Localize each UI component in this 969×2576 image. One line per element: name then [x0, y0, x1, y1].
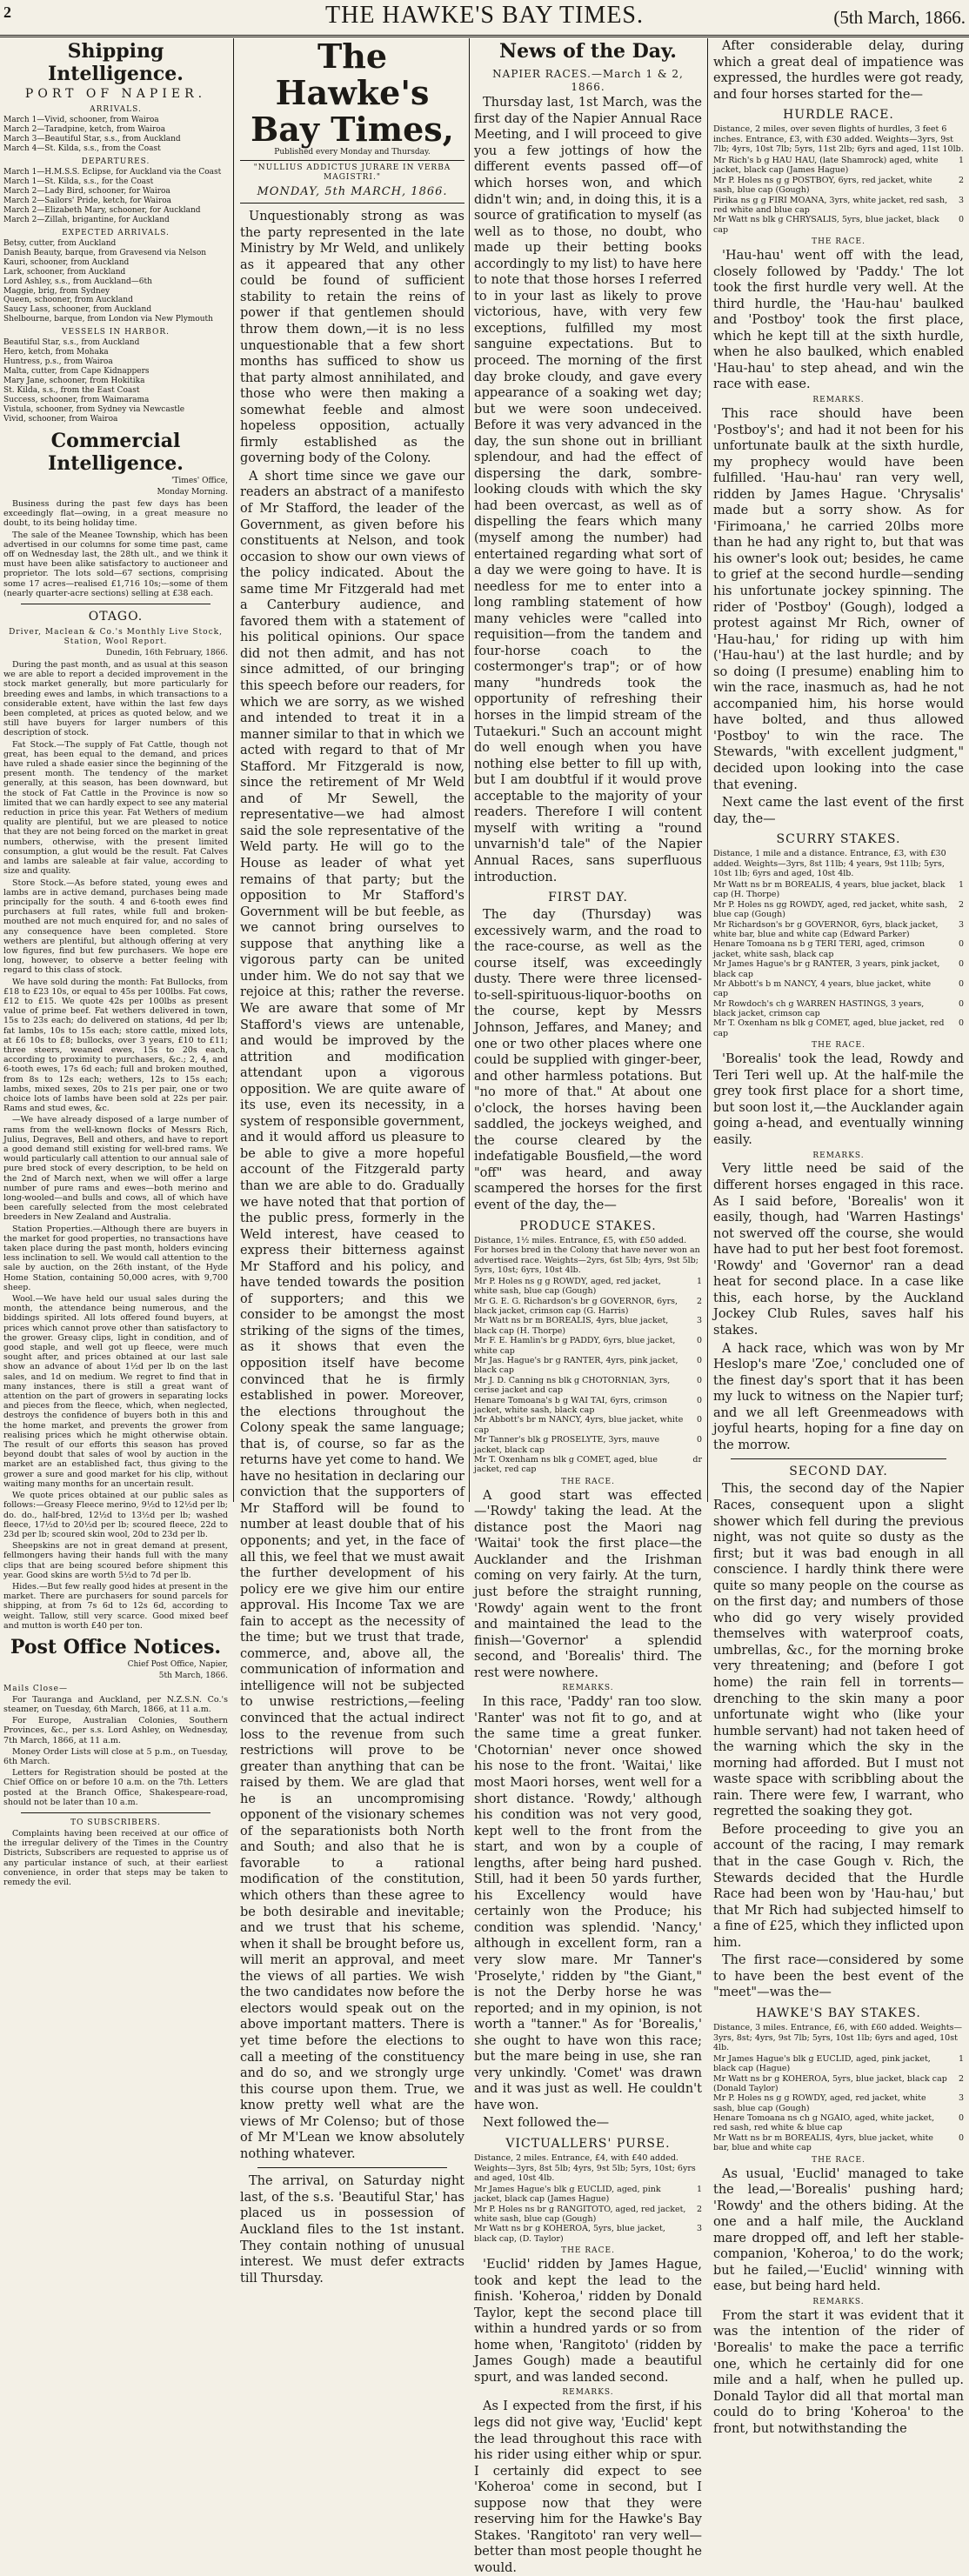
race-entries — [474, 2185, 702, 2244]
entry-horse: Henare Tomoana ns ch g NGAIO, aged, white jacket, red sash, red white & blue cap — [713, 2113, 935, 2133]
entry-row — [474, 2205, 702, 2225]
entry-placing: 3 — [958, 919, 964, 930]
newspaper-header-title: THE HAWKE'S BAY TIMES. — [325, 2, 644, 29]
entry-row — [474, 2224, 702, 2244]
entry-placing: 0 — [958, 978, 964, 989]
list-item: March 2—Elizabeth Mary, schooner, for Auckland — [3, 205, 201, 215]
entry-horse: Mr Abbott's b m NANCY, 4 years, blue jacket, white cap — [713, 978, 932, 999]
list-item: March 1—St. Kilda, s.s., for the Coast — [3, 177, 154, 186]
entry-horse: Mr Watt ns br g KOHEROA, 5yrs, blue jacket, black cap (Donald Taylor) — [713, 2073, 947, 2093]
the-race-label: THE RACE. — [561, 2246, 615, 2256]
entry-row — [713, 920, 964, 940]
entry-horse: Mr Watt ns blk g CHRYSALIS, 5yrs, blue jacket, black cap — [713, 215, 939, 235]
entry-row — [474, 1376, 702, 1396]
race-entries — [713, 156, 964, 235]
page-number: 2 — [3, 3, 11, 21]
entry-horse: Mr T. Oxenham ns blk g COMET, aged, blue jacket, red cap — [474, 1454, 658, 1475]
otago-paragraph: Sheepskins are not in great demand at present, fellmongers having their hands full with the many clips that are being scoured before shipment this year. Good skins are worth 5½d to 7d per lb. — [3, 1541, 228, 1580]
entry-row — [713, 2093, 964, 2113]
list-item: Huntress, p.s., from Wairoa — [3, 357, 113, 367]
post-office-heading: Post Office Notices. — [10, 1635, 222, 1658]
entry-row — [474, 1336, 702, 1356]
departures-list — [3, 168, 228, 225]
entry-placing: 0 — [958, 215, 964, 225]
first-day-heading: FIRST DAY. — [548, 891, 628, 905]
entry-placing: 1 — [958, 2053, 964, 2064]
otago-subheading: Driver, Maclean & Co.'s Monthly Live Stock, Station, Wool Report. — [9, 628, 223, 647]
column-rule — [233, 38, 234, 1502]
article-paragraph: Thursday last, 1st March, was the first day of the Napier Annual Race Meeting, and I will proceed to give you a few jottings of how the different events passed off—of which horses won, and which didn't win; and, in doing this, it is a source of gratification to myself (as well as to those, no doubt, who made up their betting books accordingly to my list) to have here to note that those horses I referred to in your last as likely to prove victorious, have, with very few exceptions, fulfilled my most sanguine expectations. But to proceed. The morning of the first day broke cloudy, and gave every appearance of a soaking wet day; but we were soon undeceived. Before it was very advanced in the day, the sun shone out in brilliant splendour, and had the effect of dispersing the dark, sombre-looking clouds with which the sky had been overcast, as well as of dispelling the fears which many (myself among the number) had entertained regarding what sort of a day we were going to have. It is needless for me to enter into a long rambling statement of how many vehicles were "called into requisition—from the tandem and four-horse coach to the costermonger's trap"; or of how many "hundreds took the opportunity of refreshing their horses in the limpid stream of the Tutaekuri." Such an account might do well enough when you have nothing else better to fill up with, but I am doubtful if it would prove acceptable to the majority of your readers. Therefore I will content myself with writing a "round unvarnish'd tale" of the Napier Annual Races, sans superfluous introduction. — [474, 96, 702, 884]
otago-paragraph: Store Stock.—As before stated, young ewes and lambs are in active demand, purchases being made principally for the south. 4 and 6-tooth ewes find purchasers at full rates, while full and broken-mouthed are not much enquired for, and no sales of any consequence have been completed. Store wethers are plentiful, but although offering at very low figures, find but few purchasers. We hope ere long, however, to observe a better feeling with regard to this class of stock. — [3, 878, 228, 976]
entry-horse: Mr G. E. G. Richardson's br g GOVERNOR, 6yrs, black jacket, crimson cap (G. Harris) — [474, 1296, 678, 1317]
entry-horse: Mr James Hague's blk g EUCLID, aged, pink jacket, black cap (Hague) — [713, 2053, 931, 2074]
arrivals-list — [3, 116, 228, 154]
entry-horse: Mr Watt ns br m BOREALIS, 4 years, blue jacket, black cap (H. Thorpe) — [713, 880, 946, 900]
entry-horse: Mr James Hague's blk g EUCLID, aged, pink jacket, black cap (James Hague) — [474, 2184, 661, 2205]
article-paragraph: This, the second day of the Napier Races, consequent upon a slight shower which fell during the previous night, was not quite so dusty as the first; but it was bad enough in all conscience. I hardly think there were quite so many people on the course as on the first day; and numbers of those who did go very wisely provided themselves with waterproof coats, umbrellas, &c., for the morning broke very threatening; and (before I got home) the rain fell in torrents—drenching to the skin many a poor unfortunate wight who (like your humble servant) had not taken heed of the warning which the sky in the morning had afforded. But I must not waste space with scribbling about the rain. There were few, I warrant, who regretted the soaking they got. — [713, 1482, 964, 1819]
list-item: Danish Beauty, barque, from Gravesend via Nelson — [3, 248, 207, 257]
commercial-paragraph: Business during the past few days has been exceedingly flat—owing, in a great measure no doubt, to its being holiday time. — [3, 499, 228, 529]
list-item: Beautiful Star, s.s., from Auckland — [3, 338, 140, 348]
entry-row — [474, 1396, 702, 1416]
office-time: Monday Morning. — [157, 488, 228, 497]
article-paragraph: The day (Thursday) was excessively warm, and the road to the race-course, as well as the course itself, was exceedingly dusty. There were three licensed-to-sell-spirituous-liquor-booths on the course, kept by Messrs Johnson, Jeffares, and Maney; and one or two other places where one could be supplied with ginger-beer, and other harmless potations. But "no more of that." At about one o'clock, the horses having been saddled, the jockeys weighed, and the course cleared by the indefatigable Bousfield,—the word "off" was heard, and away scampered the horses for the first event of the day, the— — [474, 908, 702, 1212]
article-paragraph: As usual, 'Euclid' managed to take the lead,—'Borealis' pushing hard; 'Rowdy' and the others biding. At the one and a half mile, the Auckland mare dropped off, and left her stable-companion, 'Koheroa,' to do the work; but he failed,—'Euclid' winning with ease, but being hard held. — [713, 2166, 964, 2294]
list-item: Betsy, cutter, from Auckland — [3, 238, 117, 248]
article-paragraph: Next came the last event of the first day, the— — [713, 796, 964, 826]
hurdle-race-heading: HURDLE RACE. — [783, 108, 894, 123]
entry-placing: 0 — [696, 1356, 702, 1366]
entry-placing: 0 — [696, 1336, 702, 1346]
article-paragraph: After considerable delay, during which a great deal of impatience was expressed, the hurdles were got ready, and four horses started for the— — [713, 39, 964, 102]
expected-list — [3, 239, 228, 325]
arrivals-heading: ARRIVALS. — [90, 105, 142, 115]
mails-heading: Mails Close— — [3, 1684, 68, 1693]
entry-row — [713, 959, 964, 979]
list-item: Hero, ketch, from Mohaka — [3, 348, 109, 357]
office-line: 'Times' Office, — [170, 477, 228, 486]
entry-row — [713, 156, 964, 176]
the-race-label: THE RACE. — [561, 1477, 615, 1486]
article-paragraph: A hack race, which was won by Mr Heslop's mare 'Zoe,' concluded one of the finest day's sport that it has been my luck to witness on the Napier turf; and we all left Greenmeadows with joyful hearts, hoping for a fine day on the morrow. — [713, 1341, 964, 1452]
article-paragraph: 'Borealis' took the lead, Rowdy and Teri Teri well up. At the half-mile the grey took first place for a short time, but soon lost it,—the Aucklander again going a-head, and eventually winning easily. — [713, 1052, 964, 1147]
entry-placing: dr — [692, 1454, 702, 1465]
race-conditions: Distance, 2 miles, over seven flights of hurdles, 3 feet 6 inches. Entrance, £3, with £30 added. Weights—3yrs, 9st 7lb; 4yrs, 10st 7lb; 5yrs, 11st 2lb; 6yrs and aged, 11st 10lb. — [713, 124, 964, 155]
entry-placing: 0 — [696, 1435, 702, 1445]
remarks-label: REMARKS. — [812, 1151, 865, 1160]
victuallers-heading: VICTUALLERS' PURSE. — [505, 2136, 671, 2151]
scurry-stakes-heading: SCURRY STAKES. — [776, 832, 901, 847]
divider — [21, 1812, 211, 1813]
entry-placing: 2 — [696, 1296, 702, 1306]
news-heading: News of the Day. — [499, 40, 677, 63]
list-item: Lord Ashley, s.s., from Auckland—6th — [3, 277, 152, 286]
entry-horse: Mr Rowdoch's ch g WARREN HASTINGS, 3 years, black jacket, crimson cap — [713, 998, 925, 1019]
entry-placing: 2 — [696, 2204, 702, 2214]
mails-paragraph: Money Order Lists will close at 5 p.m., on Tuesday, 6th March. — [3, 1746, 228, 1767]
race-conditions: Distance, 2 miles. Entrance, £4, with £40 added. Weights—3yrs, 8st 5lb; 4yrs, 9st 5lb; 5yrs, 10st; 6yrs and aged, 10st 4lb. — [474, 2153, 696, 2184]
entry-placing: 0 — [696, 1375, 702, 1385]
entry-placing: 3 — [958, 195, 964, 205]
mails-paragraph: Letters for Registration should be posted at the Chief Office on or before 10 a.m. on the 7th. Letters posted at the Branch Office, Shakespeare-road, should not be later than 10 a.m. — [3, 1768, 228, 1807]
entry-row — [474, 1316, 702, 1336]
entry-row — [713, 1018, 964, 1038]
list-item: Kauri, schooner, from Auckland — [3, 257, 130, 267]
column-rule — [707, 38, 708, 1502]
issue-date: MONDAY, 5th MARCH, 1866. — [240, 185, 464, 204]
list-item: Success, schooner, from Waimarama — [3, 396, 150, 405]
entry-horse: Mr F. E. Hamlin's br g PADDY, 6yrs, blue jacket, white cap — [474, 1336, 676, 1356]
header-date: (5th March, 1866. — [833, 7, 966, 28]
harbor-list — [3, 338, 228, 424]
entry-placing: 0 — [696, 1415, 702, 1425]
entry-horse: Henare Tomoana's b g WAI TAI, 6yrs, crimson jacket, white sash, black cap — [474, 1395, 667, 1415]
entry-placing: 3 — [696, 2224, 702, 2234]
list-item: Vistula, schooner, from Sydney via Newcastle — [3, 405, 185, 415]
entry-row — [713, 900, 964, 920]
editorial-paragraph: The arrival, on Saturday night last, of the s.s. 'Beautiful Star,' has placed us in possession of Auckland files to the 1st instant. They contain nothing of unusual interest. We must defer extracts till Thursday. — [240, 2174, 464, 2286]
entry-row — [713, 939, 964, 959]
remarks-label: REMARKS. — [562, 1684, 614, 1693]
otago-paragraph: Fat Stock.—The supply of Fat Cattle, though not great, has been equal to the demand, and prices have ruled a shade easier since the beginning of the present month. The tendency of the market generally, at this season, has been downward, but the stock of Fat Cattle in the Province is now so limited that we can hardly expect to see any material reduction in price this year. Fat Wethers of medium quality are plentiful, but we are pleased to notice that they are not being forced on the market in great numbers, otherwise, with the present limited consumption, a glut would be the result. Fat Calves and lambs are saleable at fair value, according to size and quality. — [3, 739, 228, 877]
entry-placing: 2 — [958, 175, 964, 185]
list-item: March 4—St. Kilda, s.s., from the Coast — [3, 143, 161, 153]
entry-horse: Mr Richardson's br g GOVERNOR, 6yrs, black jacket, white bar, blue and white cap (Edward Parker) — [713, 919, 939, 939]
entry-row — [713, 2054, 964, 2074]
article-paragraph: Very little need be said of the different horses engaged in this race. As I said before, 'Borealis' won it easily, though, had 'Warren Hastings' not swerved off the course, she would have had to put her best foot foremost. 'Rowdy' and 'Governor' ran a dead heat for second place. In a case like this, each horse, by the Auckland Jockey Club Rules, saves half his stakes. — [713, 1162, 964, 1338]
entry-placing: 0 — [958, 998, 964, 1009]
article-paragraph: As I expected from the first, if his legs did not give way, 'Euclid' kept the lead throughout this race with his rider using either whip or spur. I certainly did expect to see 'Koheroa' come in second, but I suppose now that they were reserving him for the Hawke's Bay Stakes. 'Rangitoto' ran very well—better than most people thought he would. — [474, 2399, 702, 2575]
article-paragraph: From the start it was evident that it was the intention of the rider of 'Borealis' to make the pace a terrific one, which he certainly did for one mile and a half, when he pulled up. Donald Taylor did all that mortal man could do to bring 'Koheroa' to the front, but notwithstanding the — [713, 2308, 964, 2436]
list-item: Mary Jane, schooner, from Hokitika — [3, 377, 145, 386]
entry-placing: 2 — [958, 2073, 964, 2084]
the-race-label: THE RACE. — [812, 2155, 865, 2165]
entry-placing: 1 — [958, 880, 964, 891]
entry-horse: Mr Watt ns br g KOHEROA, 5yrs, blue jacket, black cap, (D. Taylor) — [474, 2224, 665, 2244]
entry-placing: 0 — [958, 939, 964, 950]
port-heading: PORT OF NAPIER. — [24, 87, 207, 101]
otago-heading: OTAGO. — [88, 610, 144, 624]
entry-row — [474, 1415, 702, 1435]
entry-row — [713, 215, 964, 235]
entry-horse: Henare Tomoana ns b g TERI TERI, aged, crimson jacket, white sash, black cap — [713, 939, 926, 959]
commercial-heading: Commercial Intelligence. — [48, 430, 184, 476]
otago-paragraph: Hides.—But few really good hides at present in the market. There are purchasers for sound parcels for shipping, at from 7s 6d to 12s 6d, according to weight. Tallow, still very scarce. Good mixed beef and mutton is worth £40 per ton. — [3, 1581, 228, 1631]
entry-horse: Mr Jas. Hague's br g RANTER, 4yrs, pink jacket, black cap — [474, 1356, 678, 1376]
entry-placing: 3 — [696, 1316, 702, 1326]
remarks-label: REMARKS. — [812, 396, 865, 405]
entry-row — [713, 176, 964, 196]
entry-placing: 1 — [696, 2184, 702, 2194]
produce-stakes-heading: PRODUCE STAKES. — [519, 1218, 657, 1233]
list-item: March 2—Taradpine, ketch, from Wairoa — [3, 125, 166, 135]
entry-row — [474, 1277, 702, 1297]
article-paragraph: Next followed the— — [483, 2116, 610, 2131]
entry-placing: 0 — [958, 959, 964, 970]
race-conditions: Distance, 1 mile and a distance. Entrance, £3, with £30 added. Weights—3yrs, 8st 11lb; 4 years, 9st 11lb; 5yrs, 10st 1lb; 6yrs and aged, 10st 4lb. — [713, 849, 946, 879]
entry-horse: Mr T. Oxenham ns blk g COMET, aged, blue jacket, red cap — [713, 1018, 945, 1038]
list-item: St. Kilda, s.s., from the East Coast — [3, 386, 140, 396]
article-paragraph: 'Hau-hau' went off with the lead, closely followed by 'Paddy.' The lot took the first hurdle very well. At the third hurdle, the 'Hau-hau' baulked and 'Postboy' took the first place, which he kept till at the sixth hurdle, when he also baulked, which enabled 'Hau-hau' to step ahead, and win the race with ease. — [713, 249, 964, 392]
commercial-paragraph: The sale of the Meanee Township, which has been advertised in our columns for some time past, came off on Wednesday last, the 28th ult., and we think it must have been alike satisfactory to auctioneer and proprietor. The lots sold—67 sections, comprising some 17 acres—realised £1,716 10s;—some of them (nearly quarter-acre sections) selling at £38 each. — [3, 530, 228, 598]
list-item: Vivid, schooner, from Wairoa — [3, 415, 118, 424]
race-entries — [474, 1277, 702, 1475]
entry-placing: 3 — [958, 2093, 964, 2104]
remarks-label: REMARKS. — [562, 2388, 614, 2398]
editorial-paragraph: A short time since we gave our readers an abstract of a manifesto of Mr Stafford, the leader of the Government, as given before his constituents at Nelson, and took occasion to show our own views of the policy indicated. About the same time Mr Fitzgerald had met a Canterbury audience, and favored them with a statement of his political opinions. Our space did not then admit, and has not since admitted, of our bringing this speech before our readers, for which we are sorry, as we wished and intended to treat it in a manner similar to that in which we acted with regard to that of Mr Stafford. Mr Fitzgerald is now, since the retirement of Mr Weld and of Mr Sewell, the representative—we had almost said the sole representative of the Weld party. He will go to the House as leader of what yet remains of that party; but the opposition to Mr Stafford's Government will be but feeble, as we cannot bring ourselves to suppose that anything like a vigorous party can be united under him. We do not say that we rejoice at this; rather the reverse. We are aware that some of Mr Stafford's views are untenable, and would be improved by the attrition and modification attendant upon a vigorous opposition. We are quite aware of its use, even its necessity, in a system of responsible government, and it would afford us pleasure to be able to give a more hopeful account of the Fitzgerald party than we are able to do. Gradually we have noted that that portion of the public press, formerly in the Weld interest, have ceased to express their bitterness against Mr Stafford and his policy, and have tended towards the position of supporters; and this we consider to be amongst the most striking of the signs of the times, as it shows that even the opposition itself have become convinced that he is firmly established in power. Moreover, the elections throughout the Colony speak the same language; that is, of course, so far as the returns have yet come to hand. We have no hesitation in declaring our conviction that the supporters of Mr Stafford will be found to number at least double that of his opponents; and yet, in the face of all this, we feel that we must await the further development of his policy ere we give him our entire approval. His Income Tax we are fain to accept as the necessity of the time; but we trust that trade, commerce, and, above all, the communication of information and intelligence will not be subjected to unwise restrictions,—feeling convinced that the actual indirect loss to the revenue from such restrictions will prove to be greater than anything that can be raised by them. We are glad that he is an uncompromising opponent of the visionary schemes of the separationists both North and South; and also that he is favorable to a rational modification of the constitution, which others than these agree to be both desirable and inevitable; and we trust that his scheme, when it shall be brought before us, will merit an approval, and meet the views of all parties. We wish the two candidates now before the electors would speak out on the above important matters. There is yet time before the elections to call a meeting of the constituency and do so, and we strongly urge this course upon them. True, we know pretty well what are the views of Mr Colenso; but of those of Mr M'Lean we know absolutely nothing whatever. — [240, 469, 464, 2161]
the-race-label: THE RACE. — [812, 1041, 865, 1051]
entry-horse: Mr Watt ns br m BOREALIS, 4yrs, blue jacket, white bar, blue and white cap — [713, 2132, 934, 2153]
article-paragraph: The first race—considered by some to have been the best event of the "meet"—was the— — [713, 1953, 964, 2000]
entry-row — [474, 2185, 702, 2205]
otago-paragraph: Wool.—We have held our usual sales during the month, the attendance being numerous, and the biddings spirited. All lots offered found buyers, at prices which cannot prove other than satisfactory to the grower. Greasy clips, light in condition, and of good staple, and well got up fleece, were much sought after, and prices obtained at our last sale show an advance of about 1½d per lb on the last sales, and 1d on medium. We regret to find that in many instances, there is still a great want of attention on the part of growers in separating locks and pieces from the fleece, which, when neglected, destroys the confidence of buyers both in this and the home market, and prevents the grower from realising prices which he might otherwise obtain. The result of our efforts this season has proved beyond doubt that sales of wool by auction in the market are an established fact, thus giving to the grower a sure and good market for his clip, without waiting many months for an uncertain result. — [3, 1294, 228, 1489]
remarks-label: REMARKS. — [812, 2297, 865, 2306]
article-paragraph: This race should have been 'Postboy's'; and had it not been for his unfortunate baulk at the sixth hurdle, my prophecy would have been fulfilled. 'Hau-hau' ran very well, ridden by James Hague. 'Chrysalis' made but a sorry show. As for 'Firimoana,' he carried 20lbs more than he had any right to, but that was his owner's look out; besides, he came to grief at the second hurdle—sending his unfortunate jockey spinning. The rider of 'Postboy' (Gough), lodged a protest against Mr Rich, owner of 'Hau-hau,' for riding up with him ('Hau-hau') at the last hurdle; and by so doing (I presume) enabling him to win the race, inasmuch as, had he not accompanied him, his horse would have bolted, and thus allowed 'Postboy' to win the race. The Stewards, "with excellent judgment," decided upon looking into the case that evening. — [713, 406, 964, 792]
entry-row — [713, 2074, 964, 2094]
list-item: Lark, schooner, from Auckland — [3, 267, 126, 277]
list-item: March 3—Beautiful Star, s.s., from Auckland — [3, 134, 181, 143]
entry-horse: Mr P. Holes ns g g ROWDY, aged, red jacket, white sash, blue cap (Gough) — [713, 2093, 926, 2113]
entry-row — [474, 1356, 702, 1376]
entry-horse: Mr Watt ns br m BOREALIS, 4yrs, blue jacket, black cap (H. Thorpe) — [474, 1316, 669, 1336]
entry-row — [713, 2133, 964, 2153]
entry-horse: Mr Rich's b g HAU HAU, (late Shamrock) aged, white jacket, black cap (James Hague) — [713, 156, 939, 176]
mails-paragraph: For Tauranga and Auckland, per N.Z.S.N. Co.'s steamer, on Tuesday, 6th March, 1866, at 11 a.m. — [3, 1694, 228, 1715]
list-item: March 1—H.M.S.S. Eclipse, for Auckland via the Coast — [3, 167, 222, 177]
column-shipping-commercial — [3, 38, 228, 1888]
divider — [257, 2167, 447, 2168]
entry-horse: Mr P. Holes ns g g POSTBOY, 6yrs, red jacket, white sash, blue cap (Gough) — [713, 175, 932, 196]
entry-horse: Mr J. D. Canning ns blk g CHOTORNIAN, 3yrs, cerise jacket and cap — [474, 1375, 671, 1396]
entry-horse: Pirika ns g g FIRI MOANA, 3yrs, white jacket, red sash, red white and blue cap — [713, 195, 948, 215]
column-news-of-the-day — [474, 38, 702, 2575]
divider — [731, 1458, 946, 1459]
paper-motto: "NULLIUS ADDICTUS JURARE IN VERBA MAGISTRI." — [240, 160, 464, 183]
publication-line: Published every Monday and Thursday. — [274, 148, 431, 157]
otago-paragraph: We quote prices obtained at our public sales as follows:—Greasy Fleece merino, 9½d to 12½d per lb; do. do., half-bred, 12½d to 13½d per lb; washed fleece, 17½d to 20½d per lb; scoured fleece, 22d to 23d per lb; scoured skin wool, 20d to 23d per lb. — [3, 1491, 228, 1539]
expected-heading: EXPECTED ARRIVALS. — [62, 228, 170, 237]
otago-paragraph: We have sold during the month: Fat Bullocks, from £18 to £23 10s, or equal to 45s per 100lbs. Fat cows, £12 to £15. We quote 42s per 100lbs as present value of prime beef. Fat wethers delivered in town, 15s to 23s each; do delivered on stations, 4d per lb; fat lambs, 10s to 15s each; store cattle, mixed lots, at £6 10s to £8; bullocks, over 3 years, £10 to £11; three steers, weaned ewes, 15s to 20s each, according to proximity to purchasers, &c.; 2, 4, and 6-tooth ewes, 17s 6d each; full and broken mouthed, from 8s to 12s each; wethers, 12s to 15s each; lambs, mixed sexes, 20s to 21s per pair, one or two choice lots of lambs have been sold at 22s per pair. Rams and stud ewes, &c. — [3, 977, 228, 1114]
race-entries — [713, 880, 964, 1038]
list-item: Queen, schooner, from Auckland — [3, 296, 133, 305]
entry-horse: Mr Tanner's blk g PROSELYTE, 3yrs, mauve jacket, black cap — [474, 1435, 660, 1455]
entry-placing: 2 — [958, 899, 964, 910]
entry-placing: 1 — [696, 1276, 702, 1286]
list-item: Shelbourne, barque, from London via New Plymouth — [3, 315, 213, 324]
entry-horse: Mr Abbott's br m NANCY, 4yrs, blue jacket, white cap — [474, 1415, 684, 1435]
list-item: March 2—Lady Bird, schooner, for Wairoa — [3, 186, 170, 196]
entry-row — [713, 979, 964, 999]
entry-horse: Mr P. Holes ns br g RANGITOTO, aged, red jacket, white sash, blue cap (Gough) — [474, 2204, 686, 2224]
list-item: March 1—Vivid, schooner, from Wairoa — [3, 116, 159, 125]
masthead — [0, 0, 969, 37]
entry-placing: 0 — [958, 2132, 964, 2143]
otago-paragraph: During the past month, and as usual at this season we are able to report a decided improvement in the stock market generally, but more particularly for breeding ewes and lambs, in which transactions to a considerable extent, have within the last few days been completed, at prices as quoted below, and we still have buyers for larger numbers of this description of stock. — [3, 660, 228, 738]
otago-paragraph: Station Properties.—Although there are buyers in the market for good properties, no transactions have taken place during the past month, holders evincing less inclination to sell. We would call attention to the sale by auction, on the 26th instant, of the Hyde Home Station, containing 50,000 acres, with 9,700 sheep. — [3, 1224, 228, 1292]
otago-paragraph: —We have already disposed of a large number of rams from the well-known flocks of Messrs Rich, Julius, Degraves, Bell and others, and have to report a good demand still existing for well-bred rams. We would particularly call attention to our annual sale of pure bred stock of every description, to be held on the 2nd of March next, when we will offer a large number of pure rams and ewes—both merino and long-wooled—and bulls and cows, all of which have been carefully selected from the most celebrated breeders in New Zealand and Australia. — [3, 1115, 228, 1223]
shipping-heading: Shipping Intelligence. — [48, 40, 184, 85]
entry-placing: 1 — [958, 156, 964, 165]
entry-horse: Mr P. Holes ns g g ROWDY, aged, red jacket, white sash, blue cap (Gough) — [474, 1276, 661, 1297]
entry-row — [713, 880, 964, 900]
entry-row — [474, 1435, 702, 1455]
entry-horse: Mr P. Holes ns gg ROWDY, aged, red jacket, white sash, blue cap (Gough) — [713, 899, 948, 920]
race-conditions: Distance, 1½ miles. Entrance, £5, with £50 added. For horses bred in the Colony that have never won an advertised race. Weights—2yrs, 6st 5lb; 4yrs, 9st 5lb; 5yrs, 10st; 6yrs, 10st 4lb. — [474, 1235, 700, 1276]
list-item: March 2—Zillah, brigantine, for Auckland — [3, 215, 170, 224]
list-item: March 2—Sailors' Pride, ketch, for Wairoa — [3, 196, 171, 205]
hawkes-bay-stakes-heading: HAWKE'S BAY STAKES. — [756, 2005, 921, 2020]
mails-paragraph: For Europe, Australian Colonies, Southern Provinces, &c., per s.s. Lord Ashley, on Wednesday, 7th March, 1866, at 11 a.m. — [3, 1716, 228, 1745]
otago-date: Dunedin, 16th February, 1866. — [105, 649, 228, 658]
post-office-date: 5th March, 1866. — [158, 1671, 228, 1680]
entry-placing: 0 — [696, 1395, 702, 1405]
list-item: Malta, cutter, from Cape Kidnappers — [3, 367, 150, 377]
article-paragraph: In this race, 'Paddy' ran too slow. 'Ranter' was not fit to go, and at the same time a great funker. 'Chotornian' never once showed his nose to the front. 'Waitai,' like most Maori horses, went well for a short distance. 'Rowdy,' although his condition was not very good, kept well to the front from the start, and won by a couple of lengths, after being hard pushed. Still, had it been 50 yards further, his Excellency would have certainly won the Produce; his condition was splendid. 'Nancy,' although in excellent form, ran a very slow mare. Mr Tanner's 'Proselyte,' ridden by "the Giant," is not the Derby horse he was reported; and in my opinion, is not worth a "tanner." As for 'Borealis,' she ought to have won this race; but the mare being in use, she ran very unkindly. 'Comet' was drawn and it was just as well. He couldn't have won. — [474, 1695, 702, 2112]
editorial-paragraph: Unquestionably strong as was the party represented in the late Ministry by Mr Weld, and unlikely as it appeared that any other could be found of sufficient stability to retain the reins of power if that gentlemen should throw them down,—it is no less unquestionable that a few short months has sufficed to show us that party almost annihilated, and those who were then making a somewhat feeble and almost hopeless opposition, actually firmly established as the governing body of the Colony. — [240, 210, 464, 466]
entry-row — [713, 196, 964, 216]
entry-placing: 0 — [958, 2113, 964, 2124]
race-conditions: Distance, 3 miles. Entrance, £6, with £60 added. Weights—3yrs, 8st; 4yrs, 9st 7lb; 5yrs, 10st 1lb; 6yrs and aged, 10st 4lb. — [713, 2022, 962, 2053]
column-rule — [469, 38, 470, 1502]
list-item: Saucy Lass, schooner, from Auckland — [3, 305, 152, 315]
subscribers-heading: TO SUBSCRIBERS. — [70, 1819, 161, 1828]
entry-row — [713, 999, 964, 1019]
race-entries — [713, 2054, 964, 2153]
second-day-heading: SECOND DAY. — [789, 1465, 888, 1479]
entry-placing: 0 — [958, 1018, 964, 1029]
entry-horse: Mr James Hague's br g RANTER, 3 years, pink jacket, black cap — [713, 959, 940, 979]
departures-heading: DEPARTURES. — [81, 157, 150, 166]
column-editorial — [240, 37, 464, 2286]
article-paragraph: 'Euclid' ridden by James Hague, took and kept the lead to the finish. 'Koheroa,' ridden by Donald Taylor, kept the second place till within a hundred yards or so from home when, 'Rangitoto' (ridden by James Gough) made a beautiful spurt, and was landed second. — [474, 2258, 702, 2385]
the-race-label: THE RACE. — [812, 237, 865, 247]
entry-row — [474, 1455, 702, 1475]
harbor-heading: VESSELS IN HARBOR. — [61, 328, 170, 337]
paper-title: The Hawke's Bay Times, — [251, 37, 454, 149]
article-paragraph: Before proceeding to give you an account of the racing, I may remark that in the case Gough v. Rich, the Stewards decided that the Hurdle Race had been won by 'Hau-hau,' but that Mr Rich had subjected himself to a fine of £25, which they inflicted upon him. — [713, 1822, 964, 1950]
list-item: Maggie, brig, from Sydney — [3, 286, 110, 296]
races-heading: NAPIER RACES.—March 1 & 2, 1866. — [492, 68, 684, 93]
column-races-continued — [713, 38, 964, 2436]
entry-row — [474, 1297, 702, 1317]
post-office-line: Chief Post Office, Napier, — [127, 1659, 228, 1669]
subscribers-paragraph: Complaints having been received at our office of the irregular delivery of the Times in the Country Districts, Subscribers are requested to apprise us of any particular instance of such, at their earliest convenience, in order that steps may be taken to remedy the evil. — [3, 1829, 228, 1888]
entry-row — [713, 2113, 964, 2133]
article-paragraph: A good start was effected—'Rowdy' taking the lead. At the distance post the Maori nag 'Waitai' took the first place—the Aucklander and the Irishman coming on very fairly. At the turn, just before the straight running, 'Rowdy' again went to the front and maintained the lead to the finish—'Governor' a splendid second, and 'Borealis' third. The rest were nowhere. — [474, 1488, 702, 1680]
